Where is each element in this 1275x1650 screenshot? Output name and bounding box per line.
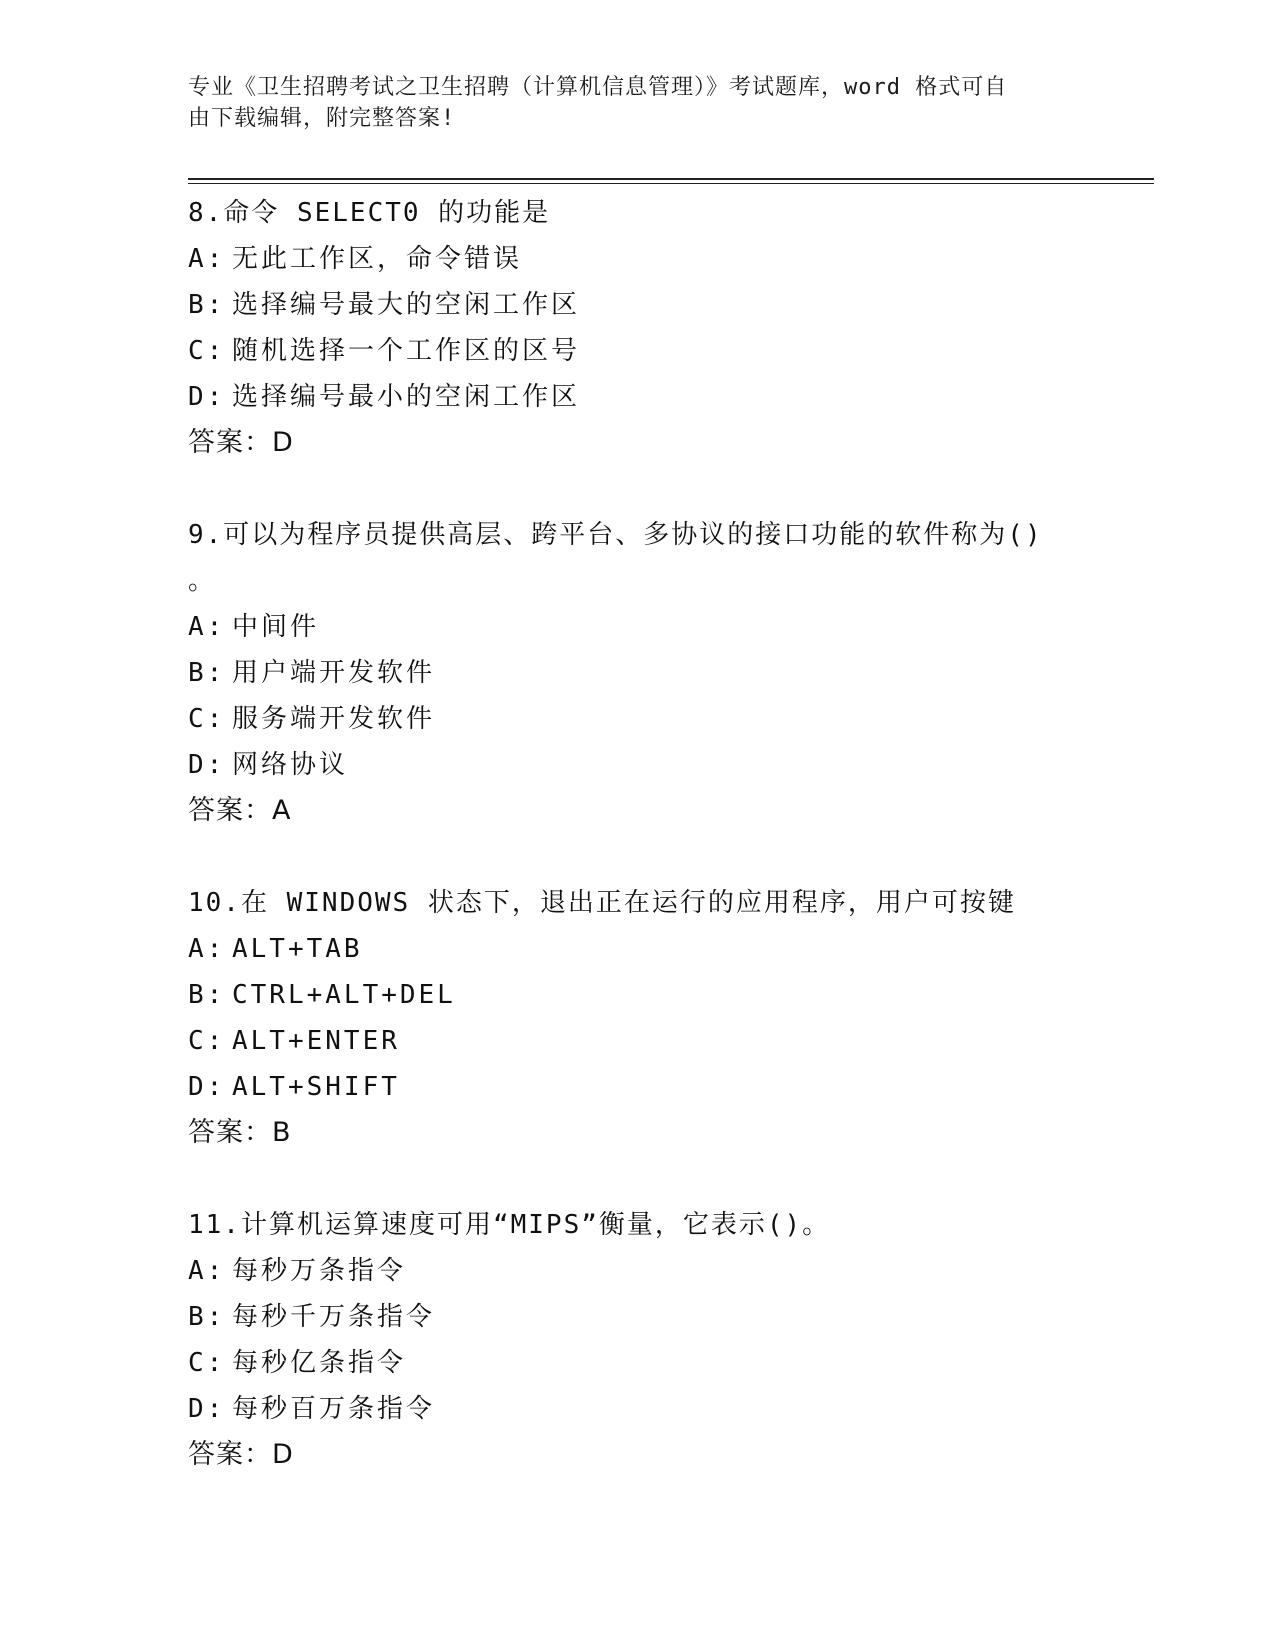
option-letter: A: [188,1256,226,1286]
option-d [188,1064,1088,1110]
option-b [188,282,1088,328]
option-letter: B: [188,658,226,688]
option-text: CTRL+ALT+DEL [232,980,456,1010]
option-letter: D: [188,750,226,780]
question-11 [188,1202,1088,1478]
answer-line: 答案：B [188,1117,292,1148]
option-d [188,374,1088,420]
option-letter: A: [188,244,226,274]
option-letter: C: [188,704,226,734]
option-letter: A: [188,612,226,642]
answer-line: 答案：A [188,795,292,826]
option-letter: C: [188,1026,226,1056]
question-text: 9.可以为程序员提供高层、跨平台、多协议的接口功能的软件称为() [188,520,1043,550]
option-letter: D: [188,1394,226,1424]
option-text: ALT+TAB [232,934,363,964]
option-c [188,696,1088,742]
option-text: 每秒万条指令 [232,1256,407,1286]
option-letter: B: [188,290,226,320]
option-a [188,1248,1088,1294]
option-b [188,972,1088,1018]
header-line-1: 专业《卫生招聘考试之卫生招聘（计算机信息管理）》考试题库，word 格式可自 [188,75,1008,100]
option-letter: D: [188,382,226,412]
option-d [188,742,1088,788]
option-text: 网络协议 [232,750,349,780]
option-letter: C: [188,336,226,366]
option-text: 每秒百万条指令 [232,1394,436,1424]
option-a [188,926,1088,972]
option-text: 随机选择一个工作区的区号 [232,336,581,366]
option-text: 每秒亿条指令 [232,1348,407,1378]
option-text: 选择编号最大的空闲工作区 [232,290,581,320]
option-letter: B: [188,1302,226,1332]
question-10 [188,880,1088,1156]
header-divider-thick [188,178,1154,180]
option-text: 选择编号最小的空闲工作区 [232,382,581,412]
option-letter: C: [188,1348,226,1378]
option-a [188,604,1088,650]
question-text: 11.计算机运算速度可用“MIPS”衡量，它表示()。 [188,1210,831,1240]
option-b [188,1294,1088,1340]
answer-line: 答案：D [188,427,294,458]
option-text: ALT+ENTER [232,1026,400,1056]
option-text: 中间件 [232,612,320,642]
option-text: 每秒千万条指令 [232,1302,436,1332]
option-b [188,650,1088,696]
question-text-continuation: 。 [188,566,217,596]
option-text: 服务端开发软件 [232,704,436,734]
question-9 [188,512,1088,834]
question-text: 8.命令 SELECT0 的功能是 [188,198,551,228]
option-letter: D: [188,1072,226,1102]
question-list [188,190,1088,1524]
option-a [188,236,1088,282]
question-8 [188,190,1088,466]
option-letter: B: [188,980,226,1010]
document-header [188,72,1068,134]
option-text: 用户端开发软件 [232,658,436,688]
header-divider-thin [188,183,1154,184]
question-text: 10.在 WINDOWS 状态下，退出正在运行的应用程序，用户可按键 [188,888,1016,918]
option-c [188,328,1088,374]
header-line-2: 由下载编辑，附完整答案! [188,106,456,131]
option-c [188,1340,1088,1386]
option-text: 无此工作区，命令错误 [232,244,523,274]
answer-line: 答案：D [188,1439,294,1470]
option-letter: A: [188,934,226,964]
option-d [188,1386,1088,1432]
option-c [188,1018,1088,1064]
option-text: ALT+SHIFT [232,1072,400,1102]
